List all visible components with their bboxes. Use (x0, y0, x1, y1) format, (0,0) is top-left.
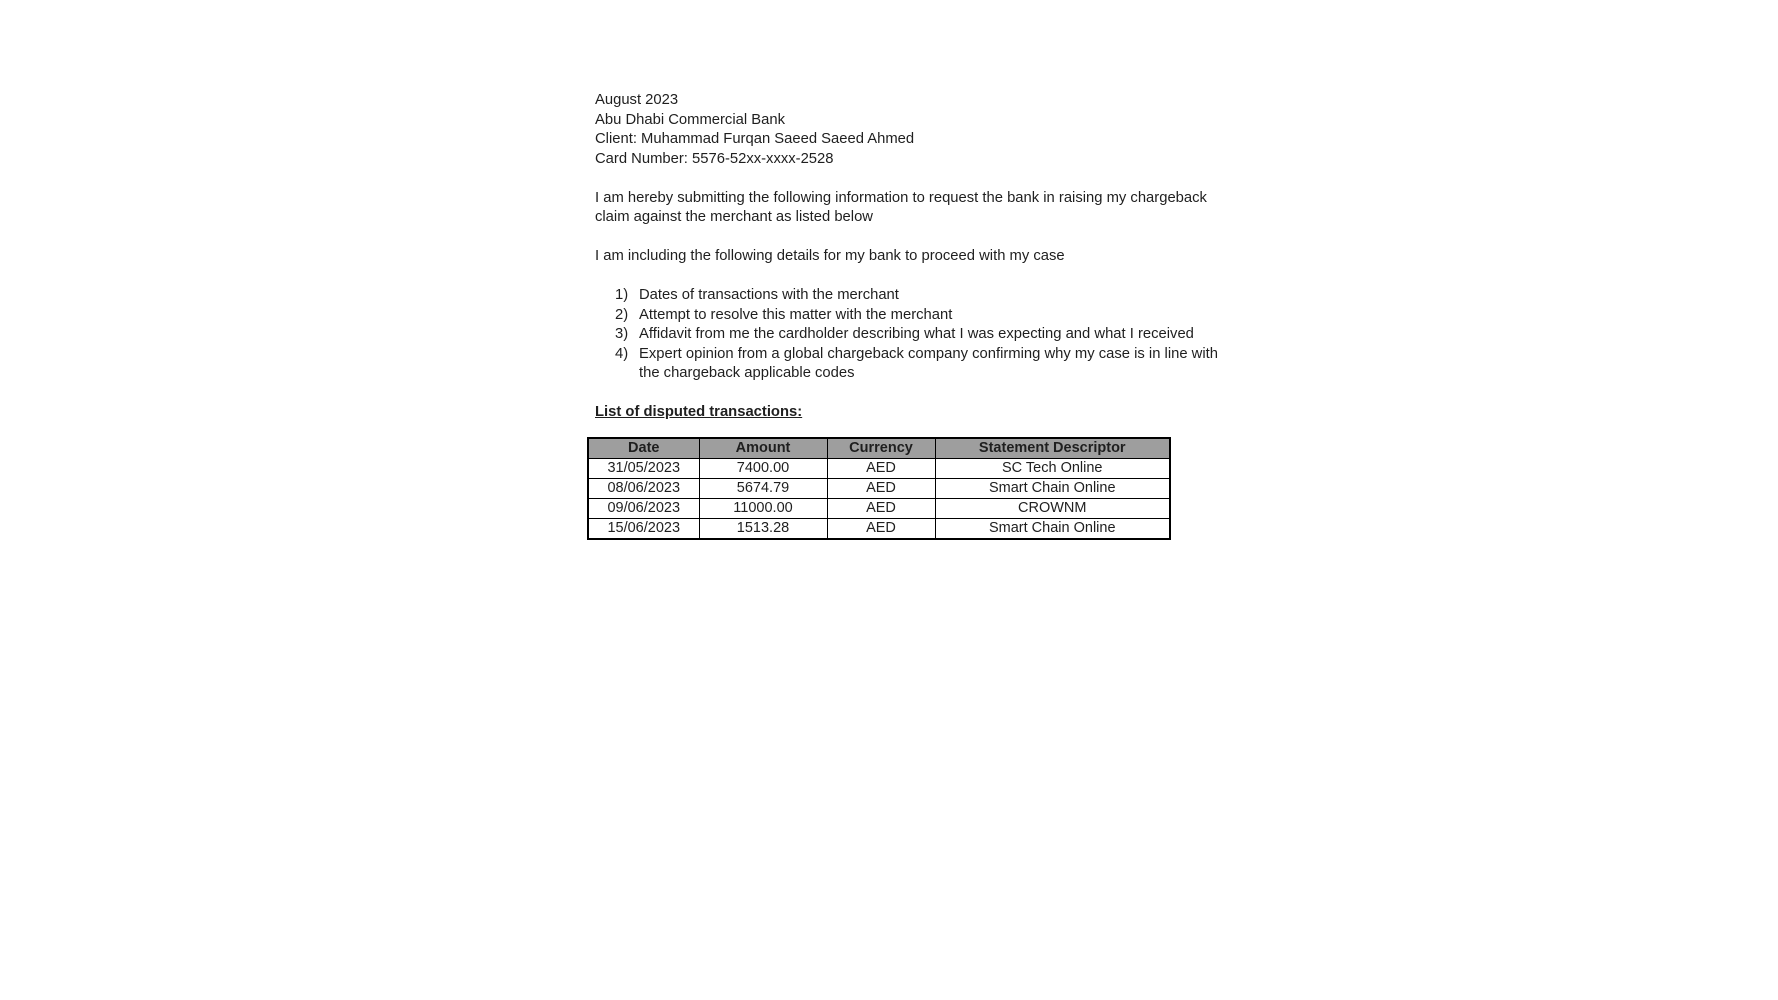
details-paragraph-line: I am including the following details for my bank to proceed with my case (595, 248, 1065, 264)
list-item-number: 1) (615, 287, 629, 303)
table-row (588, 479, 1170, 499)
cell-amount: 1513.28 (699, 519, 827, 540)
column-header-amount: Amount (699, 438, 827, 459)
cell-amount: 7400.00 (699, 459, 827, 479)
cell-descriptor: CROWNM (935, 499, 1170, 519)
cell-descriptor: Smart Chain Online (935, 479, 1170, 499)
list-item-text-line: Expert opinion from a global chargeback company confirming why my case is in line with (639, 345, 1218, 362)
table-row (588, 519, 1170, 540)
cell-date: 15/06/2023 (588, 519, 699, 540)
bank-name-line: Abu Dhabi Commercial Bank (595, 111, 785, 128)
table-row (588, 499, 1170, 519)
list-item-text (639, 345, 1218, 384)
table-row (588, 459, 1170, 479)
cell-descriptor: SC Tech Online (935, 459, 1170, 479)
cell-currency: AED (827, 499, 935, 519)
list-item-text: Dates of transactions with the merchant (639, 287, 899, 303)
cell-date: 09/06/2023 (588, 499, 699, 519)
letter-content (595, 91, 1218, 540)
disputed-transactions-table (587, 437, 1171, 541)
cell-amount: 11000.00 (699, 499, 827, 519)
intro-paragraph (595, 189, 1215, 228)
section-heading: List of disputed transactions: (595, 404, 803, 420)
letter-header (595, 91, 1215, 169)
table-header-row (588, 438, 1170, 459)
intro-paragraph-line: claim against the merchant as listed below (595, 209, 873, 225)
list-item-text: Affidavit from me the cardholder describing what I was expecting and what I received (639, 326, 1194, 342)
client-name-line: Client: Muhammad Furqan Saeed Saeed Ahmed (595, 131, 915, 147)
card-number-line: Card Number: 5576-52xx-xxxx-2528 (595, 150, 834, 167)
cell-date: 08/06/2023 (588, 479, 699, 499)
date-line: August 2023 (595, 92, 679, 108)
cell-currency: AED (827, 519, 935, 540)
list-item-number: 2) (615, 306, 629, 323)
list-item-number: 3) (615, 326, 629, 342)
cell-amount: 5674.79 (699, 479, 827, 499)
column-header-descriptor: Statement Descriptor (935, 438, 1170, 459)
cell-descriptor: Smart Chain Online (935, 519, 1170, 540)
cell-currency: AED (827, 459, 935, 479)
cell-currency: AED (827, 479, 935, 499)
details-paragraph (595, 247, 1215, 267)
column-header-currency: Currency (827, 438, 935, 459)
cell-date: 31/05/2023 (588, 459, 699, 479)
list-item (615, 306, 1215, 326)
list-item-number: 4) (615, 345, 629, 362)
list-item (615, 286, 1215, 306)
intro-paragraph-line: I am hereby submitting the following information to request the bank in raising my chargeback (595, 189, 1207, 206)
numbered-list (615, 286, 1218, 384)
list-item (615, 345, 1218, 384)
list-item (615, 325, 1215, 345)
list-item-text: Attempt to resolve this matter with the merchant (639, 306, 953, 323)
column-header-date: Date (588, 438, 699, 459)
list-item-text-line: the chargeback applicable codes (639, 365, 855, 381)
